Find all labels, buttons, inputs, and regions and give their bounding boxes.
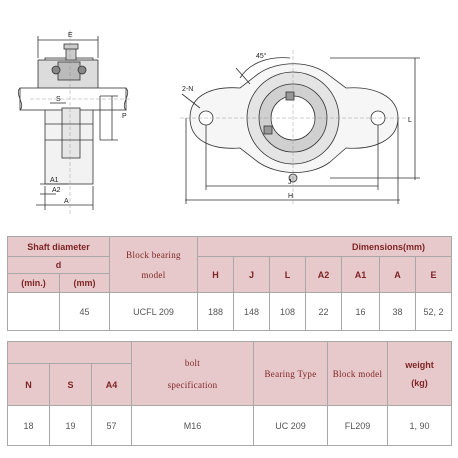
cell-weight: 1, 90 [388,406,452,446]
technical-drawing [0,0,458,225]
header-block-model: Block model [328,342,388,406]
cell-n: 18 [8,406,50,446]
col-a1: A1 [342,257,380,293]
header-bearing-type: Bearing Type [254,342,328,406]
col-h: H [198,257,234,293]
header-shaft-diameter: Shaft diameter [8,237,110,257]
header-n: N [8,364,50,406]
cell-mm: 45 [60,293,110,331]
cell-bolt: M16 [132,406,254,446]
header-blank [8,342,132,364]
dim-label-s: S [56,96,61,103]
dim-label-angle: 45° [256,53,267,60]
dim-label-h: H [288,193,294,200]
col-j: J [234,257,270,293]
cell-block-model: FL209 [328,406,388,446]
cell-a4: 57 [92,406,132,446]
header-dimensions: Dimensions(mm) [198,237,452,257]
dim-label-p: P [122,113,127,120]
dim-label-l: L [408,117,412,124]
dimensions-table [7,236,452,331]
cell-a1: 16 [342,293,380,331]
dim-label-j: J [288,179,292,186]
col-a: A [380,257,416,293]
cell-model: UCFL 209 [110,293,198,331]
cell-a: 38 [380,293,416,331]
header-weight: weight (kg) [388,342,452,406]
header-min: (min.) [8,274,60,293]
cell-e: 52, 2 [416,293,452,331]
dim-label-2n: 2-N [182,86,194,93]
cell-l: 108 [270,293,306,331]
cell-bearing-type: UC 209 [254,406,328,446]
dim-label-e: E [68,32,73,39]
col-e: E [416,257,452,293]
col-l: L [270,257,306,293]
specification-table [7,341,452,446]
cell-s: 19 [50,406,92,446]
col-a2: A2 [306,257,342,293]
header-d: d [8,257,110,274]
dim-label-a2: A2 [52,187,61,194]
header-block-bearing-model: Block bearing model [110,237,198,293]
dim-label-a1: A1 [50,177,59,184]
cell-a2: 22 [306,293,342,331]
header-a4: A4 [92,364,132,406]
cell-min [8,293,60,331]
header-bolt-specification: bolt specification [132,342,254,406]
dim-label-a: A [64,198,69,205]
cell-j: 148 [234,293,270,331]
header-mm: (mm) [60,274,110,293]
header-s: S [50,364,92,406]
cell-h: 188 [198,293,234,331]
